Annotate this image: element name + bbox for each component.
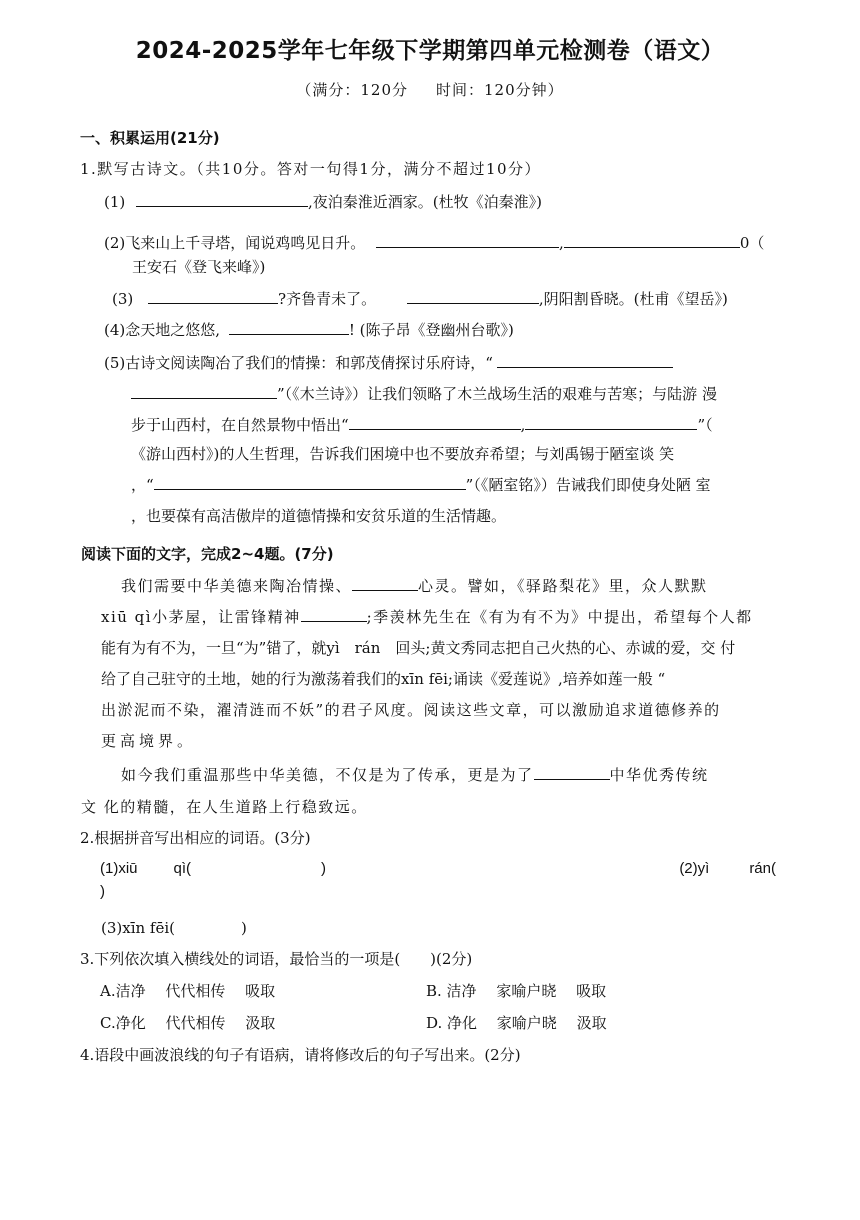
q1-item-2: (2)飞来山上千寻塔，闻说鸡鸣见日升。 , 0（ <box>104 234 765 252</box>
q1-item-5-line5: ，“ ”（《陋室铭》）告诫我们即使身处陋 室 <box>131 476 711 494</box>
option-a[interactable]: A.洁净 代代相传 吸取 <box>100 982 276 1000</box>
option-d[interactable]: D. 净化 家喻户晓 汲取 <box>426 1014 607 1032</box>
answer-blank[interactable] <box>148 288 278 304</box>
q1-item-4: (4)念天地之悠悠, ! (陈子昂《登幽州台歌》) <box>104 321 514 339</box>
option-c[interactable]: C.净化 代代相传 汲取 <box>100 1014 276 1032</box>
q1-item-5: (5)古诗文阅读陶冶了我们的情操：和郭茂倩探讨乐府诗，“ <box>104 352 673 374</box>
answer-blank[interactable] <box>136 191 308 207</box>
passage-line: 文 化的精髓，在人生道路上行稳致远。 <box>81 798 368 816</box>
full-score: （满分：120分 <box>296 81 408 99</box>
passage-line: 出淤泥而不染，濯清涟而不妖”的君子风度。阅读这些文章，可以激励追求道德修养的 <box>101 701 721 719</box>
q2-answers-row <box>100 857 776 879</box>
q1-item-3: (3) ?齐鲁青未了。 ,阴阳割昏晓。(杜甫《望岳》) <box>112 290 728 308</box>
answer-blank[interactable] <box>154 474 466 490</box>
question-3-stem: 3.下列依次填入横线处的词语，最恰当的一项是( )(2分) <box>80 950 473 968</box>
q1-item-5-line3: 步于山西村，在自然景物中悟出“ , ”（ <box>131 416 713 434</box>
page-title: 2024-2025学年七年级下学期第四单元检测卷（语文） <box>135 38 725 64</box>
q1-item-5-line2: ”（《木兰诗》）让我们领略了木兰战场生活的艰难与苦寒；与陆游 漫 <box>131 383 717 405</box>
passage-blank[interactable] <box>534 764 610 780</box>
answer-blank[interactable] <box>407 288 539 304</box>
q1-item-2-source: 王安石《登飞来峰》) <box>132 258 266 276</box>
passage-line: 给了自己驻守的土地，她的行为激荡着我们的xīn fēi;诵读《爱莲说》,培养如莲一般 “ <box>101 670 666 688</box>
passage-blank[interactable] <box>301 606 367 622</box>
question-2-stem: 2.根据拼音写出相应的词语。(3分) <box>80 829 311 847</box>
passage-line: 能有为有不为，一旦“为”错了，就yì rán 回头;黄文秀同志把自己火热的心、赤诚的爱，交 付 <box>101 639 736 657</box>
page-subtitle <box>0 79 860 100</box>
answer-blank[interactable] <box>525 414 697 430</box>
q2-item-3: (3)xīn fēi( ) <box>101 919 247 937</box>
q2-item-2-close: ) <box>100 883 105 900</box>
q1-item-1: (1) ,夜泊秦淮近酒家。(杜牧《泊秦淮》) <box>104 193 543 211</box>
answer-blank[interactable] <box>349 414 521 430</box>
q2-item-2: (2)yì rán( <box>679 859 776 877</box>
answer-blank[interactable] <box>564 232 740 248</box>
reading-heading: 阅读下面的文字，完成2~4题。(7分) <box>81 545 334 563</box>
passage-line: 如今我们重温那些中华美德，不仅是为了传承，更是为了 中华优秀传统 <box>121 766 709 784</box>
option-b[interactable]: B. 洁净 家喻户晓 吸取 <box>426 982 607 1000</box>
q2-item-1: (1)xiū qì( ) <box>100 859 327 877</box>
question-1-stem: 1.默写古诗文。（共10分。答对一句得1分，满分不超过10分） <box>80 160 542 178</box>
passage-line: 我们需要中华美德来陶冶情操、 心灵。譬如，《驿路梨花》里，众人默默 <box>121 577 708 595</box>
answer-blank[interactable] <box>131 383 277 399</box>
question-4-stem: 4.语段中画波浪线的句子有语病，请将修改后的句子写出来。(2分) <box>80 1046 521 1064</box>
exam-time: 时间：120分钟） <box>436 81 564 99</box>
passage-blank[interactable] <box>352 575 418 591</box>
q1-item-5-line6: ，也要葆有高洁傲岸的道德情操和安贫乐道的生活情趣。 <box>131 507 507 525</box>
passage-line: xiū qì小茅屋，让雷锋精神 ;季羡林先生在《有为有不为》中提出，希望每个人都 <box>101 608 753 626</box>
answer-blank[interactable] <box>376 232 559 248</box>
passage-line: 更高境界。 <box>101 732 197 750</box>
section-heading: 一、积累运用(21分) <box>80 129 220 147</box>
q1-item-5-line4: 《游山西村》)的人生哲理，告诉我们困境中也不要放弃希望；与刘禹锡于陋室谈 笑 <box>131 445 675 463</box>
answer-blank[interactable] <box>497 352 673 368</box>
answer-blank[interactable] <box>229 319 349 335</box>
